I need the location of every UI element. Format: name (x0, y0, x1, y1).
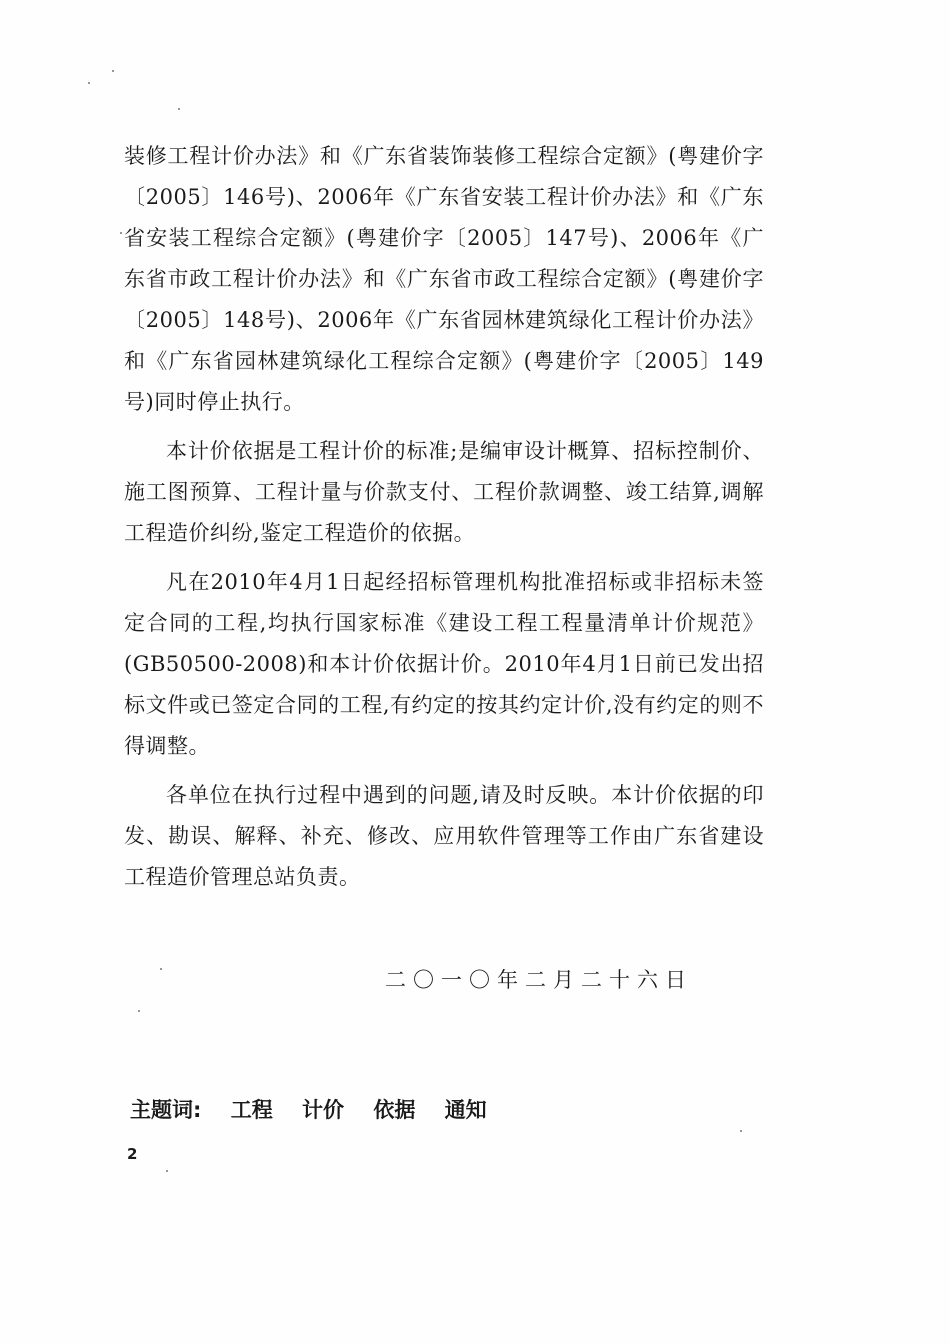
scan-speck (178, 108, 180, 110)
paragraph-feedback: 各单位在执行过程中遇到的问题,请及时反映。本计价依据的印发、勘误、解释、补充、修改、应用软件管理等工作由广东省建设工程造价管理总站负责。 (124, 783, 764, 889)
body-text (124, 136, 764, 906)
subject-keywords (130, 1094, 487, 1124)
keyword-item: 依据 (373, 1098, 416, 1122)
paragraph-effective-date: 凡在2010年4月1日起经招标管理机构批准招标或非招标未签定合同的工程,均执行国家标准《建设工程工程量清单计价规范》(GB50500-2008)和本计价依据计价。2010年4月1日前已发出招标文件或已签定合同的工程,有约定的按其约定计价,没有约定的则不得调整。 (124, 570, 764, 758)
page-number: 2 (127, 1145, 138, 1163)
scan-speck (160, 968, 162, 970)
keyword-item: 工程 (230, 1098, 273, 1122)
paragraph-continuation: 装修工程计价办法》和《广东省装饰装修工程综合定额》(粤建价字〔2005〕146号)、2006年《广东省安装工程计价办法》和《广东省安装工程综合定额》(粤建价字〔2005〕147号)、2006年《广东省市政工程计价办法》和《广东省市政工程综合定额》(粤建价字〔2005〕148号)、2006年《广东省园林建筑绿化工程计价办法》和《广东省园林建筑绿化工程综合定额》(粤建价字〔2005〕149号)同时停止执行。 (124, 144, 764, 414)
keywords-label: 主题词: (130, 1098, 202, 1122)
keyword-item: 计价 (302, 1098, 345, 1122)
scan-speck (740, 1130, 742, 1132)
keyword-item: 通知 (444, 1098, 487, 1122)
paragraph-pricing-standard: 本计价依据是工程计价的标准;是编审设计概算、招标控制价、施工图预算、工程计量与价款支付、工程价款调整、竣工结算,调解工程造价纠纷,鉴定工程造价的依据。 (124, 439, 764, 545)
scan-speck (120, 232, 122, 234)
document-date: 二〇一〇年二月二十六日 (385, 968, 693, 992)
scan-speck (88, 82, 90, 84)
scan-speck (138, 1010, 140, 1012)
scan-speck (112, 70, 114, 72)
scan-speck (166, 1170, 168, 1172)
